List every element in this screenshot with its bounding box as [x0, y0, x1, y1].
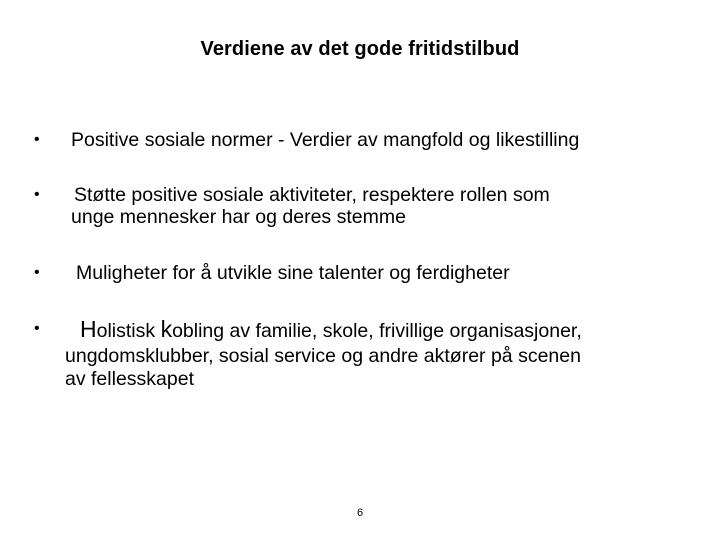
bullet-line: av fellesskapet [65, 368, 194, 390]
bullet-dot-icon: • [34, 186, 40, 203]
bullet-line: ungdomsklubber, sosial service og andre aktører på scenen [65, 345, 581, 367]
page-number: 6 [356, 507, 364, 519]
bullet-line: Muligheter for å utvikle sine talenter og ferdigheter [76, 262, 510, 284]
bullet-line: Positive sosiale normer - Verdier av mangfold og likestilling [71, 129, 580, 151]
bullet-dot-icon: • [34, 131, 40, 148]
bullet-dot-icon: • [34, 320, 40, 337]
bullet-line: unge mennesker har og deres stemme [71, 206, 406, 228]
bullet-text-fragment: obling av familie, skole, frivillige organisasjoner, [172, 320, 582, 342]
bullet-line: Støtte positive sosiale aktiviteter, respektere rollen som [74, 184, 550, 206]
bullet-text-fragment: k [160, 316, 173, 342]
bullet-text-fragment: olistisk [96, 320, 161, 342]
bullet-text-fragment: H [80, 316, 97, 342]
bullet-line [80, 318, 582, 342]
bullet-dot-icon: • [34, 264, 40, 281]
slide-title: Verdiene av det gode fritidstilbud [200, 38, 520, 60]
